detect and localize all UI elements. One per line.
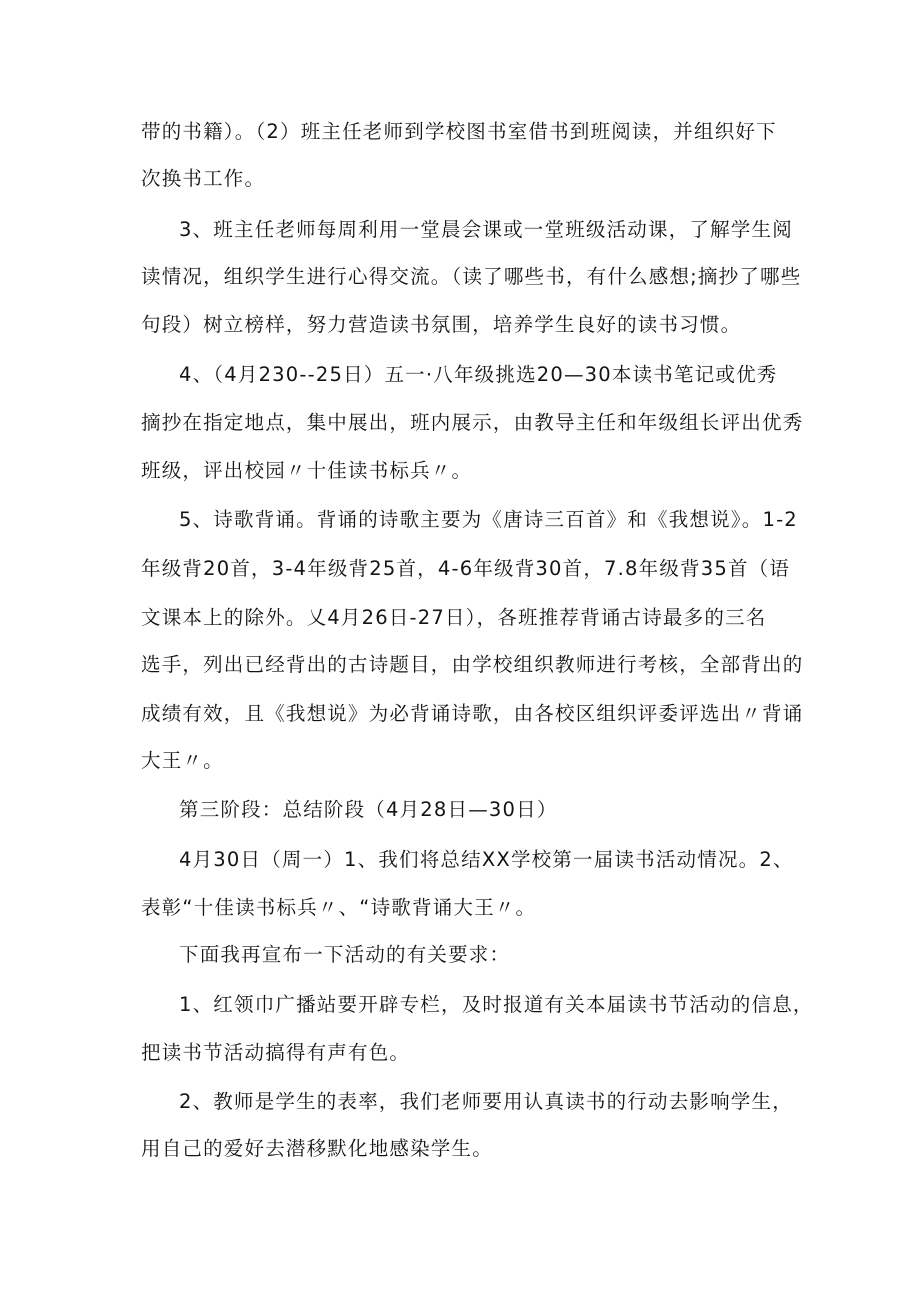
text-line: 表彰“十佳读书标兵〃、“诗歌背诵大王〃。 xyxy=(141,896,537,919)
text-line: 摘抄在指定地点，集中展出，班内展示，由教导主任和年级组长评出优秀 xyxy=(141,411,804,434)
text-line: 3、班主任老师每周利用一堂晨会课或一堂班级活动课，了解学生阅 xyxy=(179,218,793,241)
text-line: 下面我再宣布一下活动的有关要求： xyxy=(179,943,511,966)
text-line: 班级，评出校园〃十佳读书标兵〃。 xyxy=(141,459,473,482)
text-line: 5、诗歌背诵。背诵的诗歌主要为《唐诗三百首》和《我想说》。1-2 xyxy=(179,508,798,531)
text-line: 句段）树立榜样，努力营造读书氛围，培养学生良好的读书习惯。 xyxy=(141,313,742,336)
text-line: 选手，列出已经背出的古诗题目，由学校组织教师进行考核，全部背出的 xyxy=(141,653,804,676)
text-line: 成绩有效，且《我想说》为必背诵诗歌，由各校区组织评委评选出〃背诵 xyxy=(141,702,804,725)
text-line: 1、红领巾广播站要开辟专栏，及时报道有关本届读书节活动的信息， xyxy=(179,993,814,1016)
text-line: 次换书工作。 xyxy=(141,167,266,190)
text-line: 文课本上的除外。乂4月26日-27日），各班推荐背诵古诗最多的三名 xyxy=(141,606,767,629)
text-line: 用自己的爱好去潜移默化地感染学生。 xyxy=(141,1137,493,1160)
section-heading: 第三阶段：总结阶段（4月28日—30日） xyxy=(179,798,558,821)
text-line: 带的书籍）。（2）班主任老师到学校图书室借书到班阅读，并组织好下 xyxy=(141,120,777,143)
text-line: 把读书节活动搞得有声有色。 xyxy=(141,1041,411,1064)
text-line: 大王〃。 xyxy=(141,749,224,772)
text-line: 2、教师是学生的表率，我们老师要用认真读书的行动去影响学生， xyxy=(179,1090,793,1113)
text-line: 年级背20首，3-4年级背25首，4-6年级背30首，7.8年级背35首（语 xyxy=(141,557,791,580)
text-line: 读情况，组织学生进行心得交流。（读了哪些书，有什么感想;摘抄了哪些 xyxy=(141,265,802,288)
text-line: 4月30日（周一）1、我们将总结XX学校第一届读书活动情况。2、 xyxy=(179,848,794,871)
text-line: 4、（4月230--25日）五一·八年级挑选20—30本读书笔记或优秀 xyxy=(179,363,778,386)
